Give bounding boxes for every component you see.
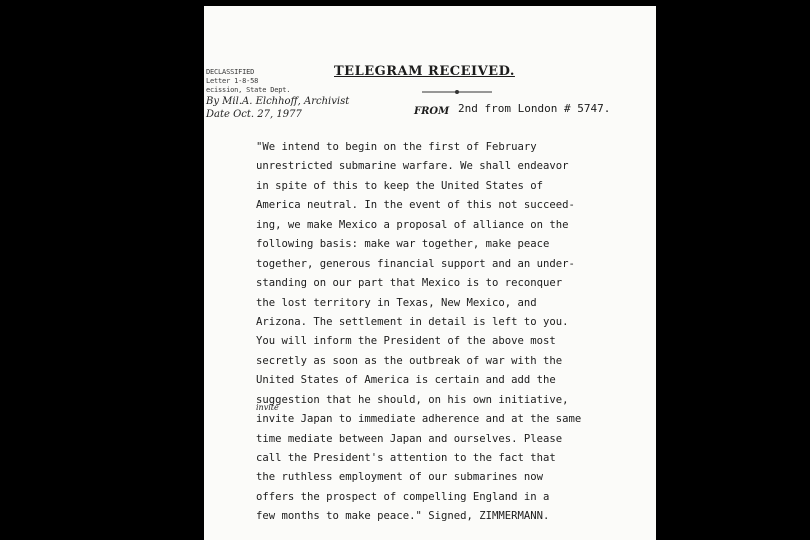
body-line: call the President's attention to the fact that [256,452,556,464]
body-line: in spite of this to keep the United States of [256,179,544,192]
stamp-line-2: Letter 1-8-58 [206,77,259,85]
body-line: unrestricted submarine warfare. We shall endeavor [256,160,569,173]
body-line: the ruthless employment of our submarines now [256,471,544,484]
telegram-body [256,138,656,527]
telegram-title: TELEGRAM RECEIVED. [334,64,515,79]
from-value: 2nd from London # 5747. [458,102,611,115]
body-line: United States of America is certain and add the [256,374,556,387]
stamp-line-1: DECLASSIFIED [206,68,255,76]
body-line: time mediate between Japan and ourselves. Please [256,432,563,445]
body-line: together, generous financial support and an under- [256,257,575,270]
stamp-line-3: ecission, State Dept. [206,86,291,94]
stamp-signature: By Mil.A. Elchhoff, Archivist [206,96,350,107]
from-label: FROM [414,106,450,117]
stamp-date: Date Oct. 27, 1977 [206,109,302,120]
body-line: offers the prospect of compelling England in a [256,490,550,503]
body-line: following basis: make war together, make peace [256,238,550,251]
telegram-page [204,6,656,540]
body-line: invite Japan to immediate adherence and at the same [256,413,582,426]
body-line: You will inform the President of the above most [256,335,556,348]
body-line: standing on our part that Mexico is to reconquer [256,277,563,290]
body-line: few months to make peace." Signed, ZIMMERMANN. [256,510,550,523]
body-line: America neutral. In the event of this not succeed- [256,199,575,212]
body-line: "We intend to begin on the first of February [256,141,537,153]
declassification-stamp [206,68,350,121]
handwritten-correction: invite [256,403,279,412]
body-line: ing, we make Mexico a proposal of alliance on the [256,218,569,231]
title-divider [422,89,492,95]
body-line: Arizona. The settlement in detail is left to you. [256,315,569,328]
body-line: the lost territory in Texas, New Mexico, and [256,296,537,309]
body-line: suggestion that he should, on his own initiative, [256,393,569,406]
body-line: secretly as soon as the outbreak of war with the [256,354,563,367]
